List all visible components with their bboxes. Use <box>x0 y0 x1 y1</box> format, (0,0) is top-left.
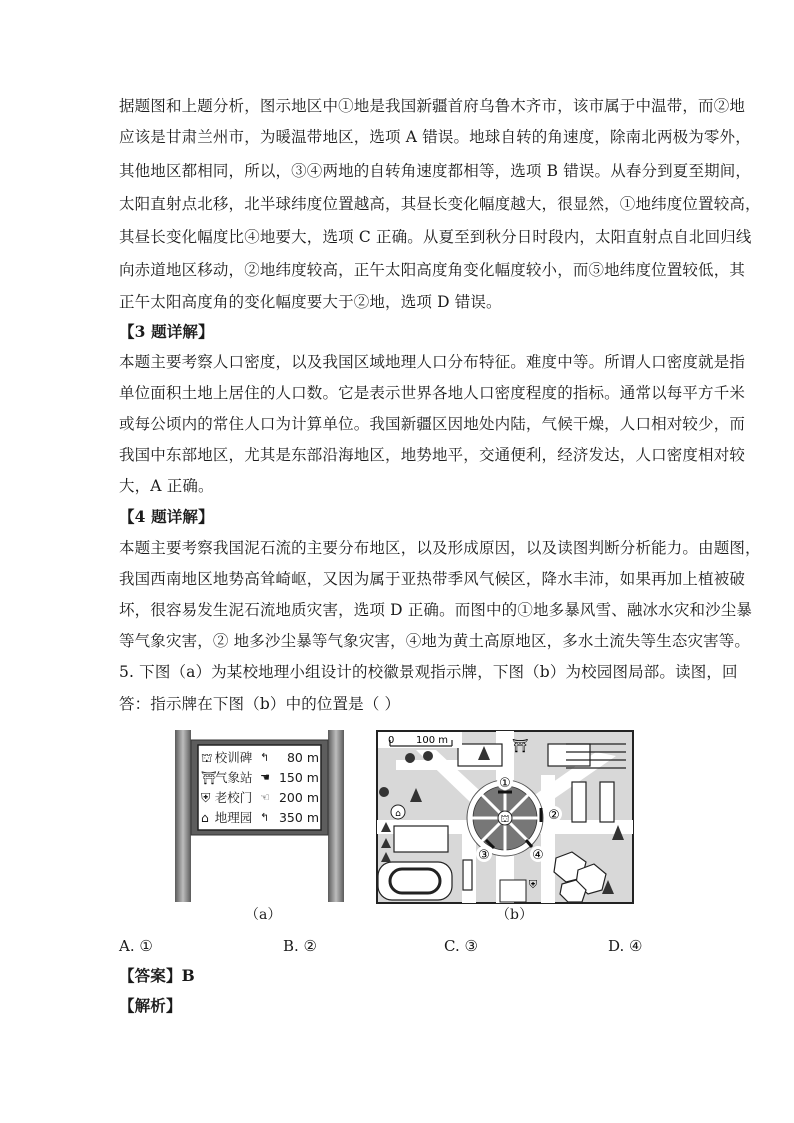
sign-distance: 200 m <box>278 790 319 805</box>
text-line: 单位面积土地上居住的人口数。它是表示世界各地人口密度程度的指标。通常以每平方千米 <box>119 384 746 402</box>
geo-garden-icon: ⌂ <box>395 809 401 819</box>
campus-map-graphic <box>376 730 634 904</box>
text-line: 我国西南地区地势高耸崎岖，又因为属于亚热带季风气候区，降水丰沛，如果再加上植被破 <box>119 570 746 588</box>
sign-row <box>201 788 319 808</box>
text-line: 向赤道地区移动，②地纬度较高，正午太阳高度角变化幅度较小，而⑤地纬度位置较低，其 <box>119 261 746 279</box>
sign-place-name: 老校门 <box>214 790 253 805</box>
left-pole <box>175 730 191 902</box>
analysis-heading: 【解析】 <box>119 996 182 1015</box>
sign-place-name: 校训碑 <box>214 750 253 765</box>
scale-label: 100 m <box>416 735 449 746</box>
sign-distance: 150 m <box>278 770 319 785</box>
right-pole <box>328 730 344 902</box>
direction-arrow-icon: ☜ <box>260 791 270 804</box>
school-gate <box>500 880 526 902</box>
sign-place-name: 气象站 <box>215 770 253 785</box>
sign-distance: 80 m <box>286 750 319 765</box>
monument-icon: ⛫ <box>500 814 510 825</box>
figure-b-campus-map <box>376 730 634 904</box>
text-line: 太阳直射点北移，北半球纬度位置越高，其昼长变化幅度越大，很显然，①地纬度位置较高， <box>119 195 761 213</box>
option-b[interactable]: B. ② <box>283 937 318 955</box>
monument-icon: ⛫ <box>201 750 213 765</box>
scale-zero: 0 <box>388 735 395 746</box>
option-d[interactable]: D. ④ <box>608 937 643 955</box>
direction-arrow-icon: ☚ <box>260 771 270 784</box>
answer: 【答案】B <box>119 966 195 985</box>
text-line: 大，A 正确。 <box>119 477 214 495</box>
sign-row <box>201 748 319 768</box>
geo-garden-icon: ⌂ <box>201 810 209 825</box>
sign-row <box>201 768 319 788</box>
sign-distance: 350 m <box>278 810 319 825</box>
sign-row <box>201 808 319 828</box>
sign-place-name: 地理园 <box>214 810 253 825</box>
heading-q4: 【4 题详解】 <box>119 507 214 526</box>
text-line: 据题图和上题分析，图示地区中①地是我国新疆首府乌鲁木齐市，该市属于中温带，而②地 <box>119 97 746 115</box>
text-line: 5. 下图（a）为某校地理小组设计的校徽景观指示牌，下图（b）为校园图局部。读图，回 <box>119 663 738 681</box>
marker-4: ④ <box>532 848 544 863</box>
text-line: 其他地区都相同，所以，③④两地的自转角速度都相等，选项 B 错误。从春分到夏至期间， <box>119 162 752 180</box>
text-line: 本题主要考察我国泥石流的主要分布地区，以及形成原因，以及读图判断分析能力。由题图， <box>119 539 761 557</box>
marker-2: ② <box>548 808 560 823</box>
marker-1: ① <box>499 776 511 791</box>
text-line: 坏，很容易发生泥石流地质灾害，选项 D 正确。而图中的①地多暴风雪、融冰水灾和沙尘暴 <box>119 601 753 619</box>
direction-arrow-icon: ↰ <box>260 811 270 824</box>
figure-a-sign <box>170 730 350 905</box>
option-c[interactable]: C. ③ <box>444 937 478 955</box>
caption-b: （b） <box>496 907 533 923</box>
old-gate-icon: ⛨ <box>201 790 211 805</box>
weather-station-icon: ⛩ <box>511 739 529 754</box>
text-line: 应该是甘肃兰州市，为暖温带地区，选项 A 错误。地球自转的角速度，除南北两极为零外， <box>119 128 751 146</box>
text-line: 等气象灾害，② 地多沙尘暴等气象灾害，④地为黄土高原地区，多水土流失等生态灾害等。 <box>119 632 751 650</box>
sign-rows <box>201 748 319 828</box>
old-gate-icon: ⛨ <box>528 878 538 891</box>
text-line: 其昼长变化幅度比④地要大，选项 C 正确。从夏至到秋分日时段内，太阳直射点自北回归线 <box>119 228 752 246</box>
caption-a: （a） <box>245 907 282 923</box>
marker-3: ③ <box>478 848 490 863</box>
direction-arrow-icon: ↰ <box>260 751 270 764</box>
text-line: 正午太阳高度角的变化幅度要大于②地，选项 D 错误。 <box>119 293 502 311</box>
text-line: 或每公顷内的常住人口为计算单位。我国新疆区因地处内陆，气候干燥，人口相对较少，而 <box>119 415 746 433</box>
text-line: 答：指示牌在下图（b）中的位置是（ ） <box>119 695 401 713</box>
heading-q3: 【3 题详解】 <box>119 322 214 341</box>
text-line: 本题主要考察人口密度，以及我国区域地理人口分布特征。难度中等。所谓人口密度就是指 <box>119 353 746 371</box>
option-a[interactable]: A. ① <box>119 937 153 955</box>
text-line: 我国中东部地区，尤其是东部沿海地区，地势地平，交通便利，经济发达，人口密度相对较 <box>119 446 746 464</box>
weather-station-icon: ⛩ <box>201 770 217 785</box>
